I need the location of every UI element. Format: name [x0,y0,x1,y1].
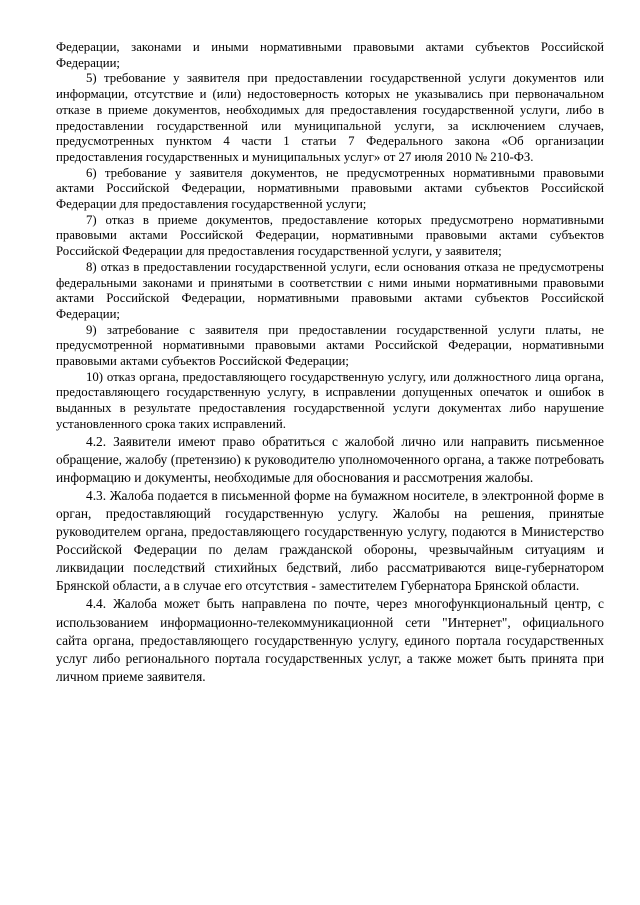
paragraph-4-4: 4.4. Жалоба может быть направлена по почте, через многофункциональный центр, с использованием информационно-телекоммуникационной сети "Интернет", официального сайта органа, предоставляющего государственную услугу, единого портала государственных услуг либо регионального портала государственных услуг, а также может быть принята при личном приеме заявителя. [56,596,604,684]
paragraph-4-3: 4.3. Жалоба подается в письменной форме на бумажном носителе, в электронной форме в орган, предоставляющий государственную услугу. Жалобы на решения, принятые руководителем органа, предоставляющего государственную услугу, подаются в Министерство Российской Федерации по делам гражданской обороны, чрезвычайным ситуациям и ликвидации последствий стихийных бедствий, либо рассматриваются вице-губернатором Брянской области, а в случае его отсутствия - заместителем Губернатора Брянской области. [56,487,604,594]
paragraph-continuation: Федерации, законами и иными нормативными правовыми актами субъектов Российской Федерации; [56,40,604,70]
paragraph-item-8: 8) отказ в предоставлении государственной услуги, если основания отказа не предусмотрены федеральными законами и принятыми в соответствии с ними иными нормативными правовыми актами Российской Федерации, нормативными правовыми актами субъектов Российской Федерации; [56,259,604,321]
paragraph-item-10: 10) отказ органа, предоставляющего государственную услугу, или должностного лица органа, предоставляющего государственную услугу, в исправлении допущенных опечаток и ошибок в выданных в результате предоставления государственной услуги документах либо нарушение установленного срока таких исправлений. [56,369,604,431]
paragraph-4-2: 4.2. Заявители имеют право обратиться с жалобой лично или направить письменное обращение, жалобу (претензию) к руководителю уполномоченного органа, а также потребовать информацию и документы, необходимые для обоснования и рассмотрения жалобы. [56,433,604,485]
paragraph-item-6: 6) требование у заявителя документов, не предусмотренных нормативными правовыми актами Российской Федерации, нормативными правовыми актами субъектов Российской Федерации для предоставления государственной услуги; [56,165,604,212]
document-page [56,40,604,686]
paragraph-item-9: 9) затребование с заявителя при предоставлении государственной услуги платы, не предусмотренной нормативными правовыми актами Российской Федерации, нормативными правовыми актами субъектов Российской Федерации; [56,322,604,369]
paragraph-item-5: 5) требование у заявителя при предоставлении государственной услуги документов или информации, отсутствие и (или) недостоверность которых не указывались при первоначальном отказе в приеме документов, необходимых для предоставления государственной услуги, либо в предоставлении государственной или муниципальной услуги, за исключением случаев, предусмотренных пунктом 4 части 1 статьи 7 Федерального закона «Об организации предоставления государственных и муниципальных услуг» от 27 июля 2010 № 210-ФЗ. [56,71,604,164]
paragraph-item-7: 7) отказ в приеме документов, предоставление которых предусмотрено нормативными правовыми актами Российской Федерации, нормативными правовыми актами субъектов Российской Федерации для предоставления государственной услуги, у заявителя; [56,212,604,259]
